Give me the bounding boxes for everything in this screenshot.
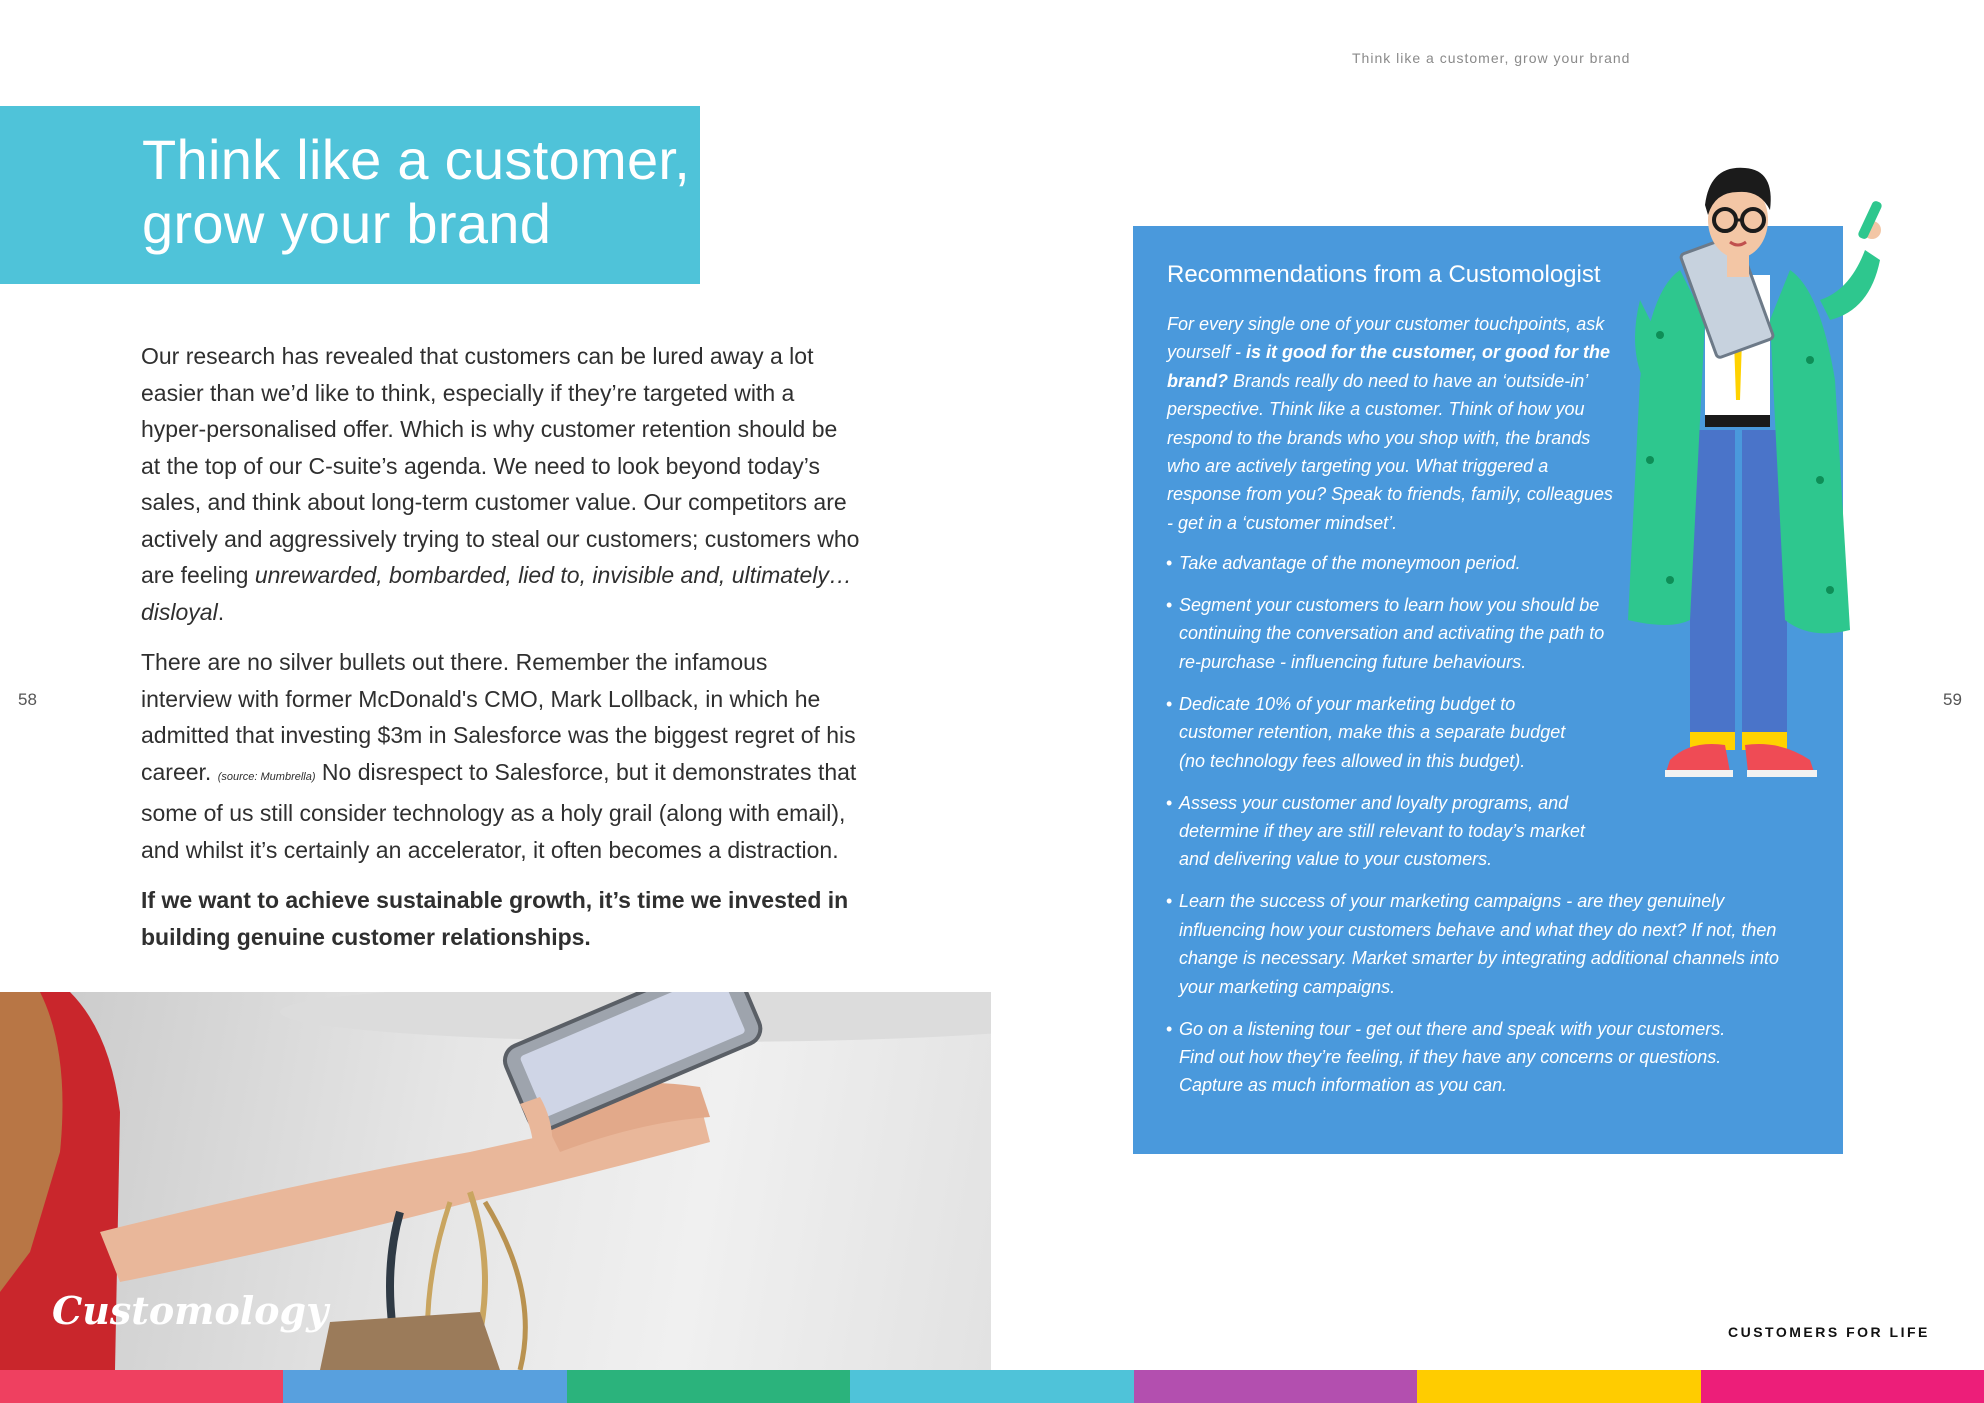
recommendation-item: • Dedicate 10% of your marketing budget to customer retention, make this a separate budget (no technology fees allowed in this budget). [1160, 690, 1579, 775]
intro-text-end: Brands really do need to have an ‘outside-in’ perspective. Think like a customer. Think of how you respond to the brands who you shop with, the brands who are actively targeting you. What triggered a response from you? Speak to friends, family, colleagues - get in a ‘customer mindset’. [1167, 370, 1613, 533]
source-citation: (source: Mumbrella) [217, 770, 316, 783]
recommendation-item: • Take advantage of the moneymoon period. [1160, 549, 1609, 577]
title-line-2: grow your brand [142, 192, 552, 255]
paragraph-2 [141, 644, 861, 868]
recommendation-item: • Learn the success of your marketing campaigns - are they genuinely influencing how your customers behave and what they do next? If not, then change is necessary. Market smarter by integrating additional channels into your marketing campaigns. [1160, 887, 1799, 1001]
title-line-1: Think like a customer, [142, 128, 691, 191]
customologist-character-illustration [1610, 160, 1900, 800]
recommendation-item: • Segment your customers to learn how you should be continuing the conversation and activating the path to re-purchase - influencing future behaviours. [1160, 591, 1609, 676]
color-stripe-segment [567, 1370, 850, 1403]
color-stripe-segment [1701, 1370, 1984, 1403]
color-stripe-segment [0, 1370, 283, 1403]
recommendations-intro [1167, 310, 1617, 537]
recommendation-item: • Assess your customer and loyalty programs, and determine if they are still relevant to today’s market and delivering value to your customers. [1160, 789, 1609, 874]
recommendations-title: Recommendations from a Customologist [1167, 261, 1601, 288]
body-text-column [141, 338, 861, 969]
intro-question: is it good for the customer, or good for the brand? [1167, 342, 1611, 391]
paragraph-2-text: There are no silver bullets out there. Remember the infamous interview with former McDonald's CMO, Mark Lollback, in which he admitted that investing $3m in Salesforce was the biggest regret of his career. [141, 649, 856, 785]
running-header: Think like a customer, grow your brand [1352, 50, 1631, 66]
paragraph-1-text: Our research has revealed that customers can be lured away a lot easier than we’d like to think, especially if they’re targeted with a hyper-personalised offer. Which is why customer retention should be at the top of our C-suite’s agenda. We need to look beyond today’s sales, and think about long-term customer value. Our competitors are actively and aggressively trying to steal our customers; customers who are feeling [141, 343, 860, 588]
color-stripe-segment [1134, 1370, 1417, 1403]
color-stripe-segment [283, 1370, 566, 1403]
paragraph-1 [141, 338, 861, 630]
color-stripe-segment [850, 1370, 1133, 1403]
page-number-left: 58 [18, 690, 37, 709]
paragraph-2-end: No disrespect to Salesforce, but it demonstrates that some of us still consider technology as a holy grail (along with email), and whilst it’s certainly an accelerator, it often becomes a distraction. [141, 758, 857, 863]
color-stripe-footer [0, 1370, 1984, 1403]
intro-text: For every single one of your customer touchpoints, ask yourself - [1167, 314, 1605, 363]
paragraph-1-emphasis: unrewarded, bombarded, lied to, invisible and, ultimately…disloyal [141, 562, 852, 625]
paragraph-3-conclusion: If we want to achieve sustainable growth, it’s time we invested in building genuine customer relationships. [141, 887, 849, 950]
paragraph-1-end: . [217, 598, 225, 625]
page-title [142, 128, 690, 256]
recommendation-item: • Go on a listening tour - get out there and speak with your customers. Find out how they’re feeling, if they have any concerns or questions. Capture as much information as you can. [1160, 1015, 1759, 1100]
footer-brand-text: CUSTOMERS FOR LIFE [1728, 1324, 1930, 1340]
page-number-right: 59 [1943, 690, 1962, 709]
customology-logo: Customology [52, 1288, 329, 1333]
color-stripe-segment [1417, 1370, 1700, 1403]
